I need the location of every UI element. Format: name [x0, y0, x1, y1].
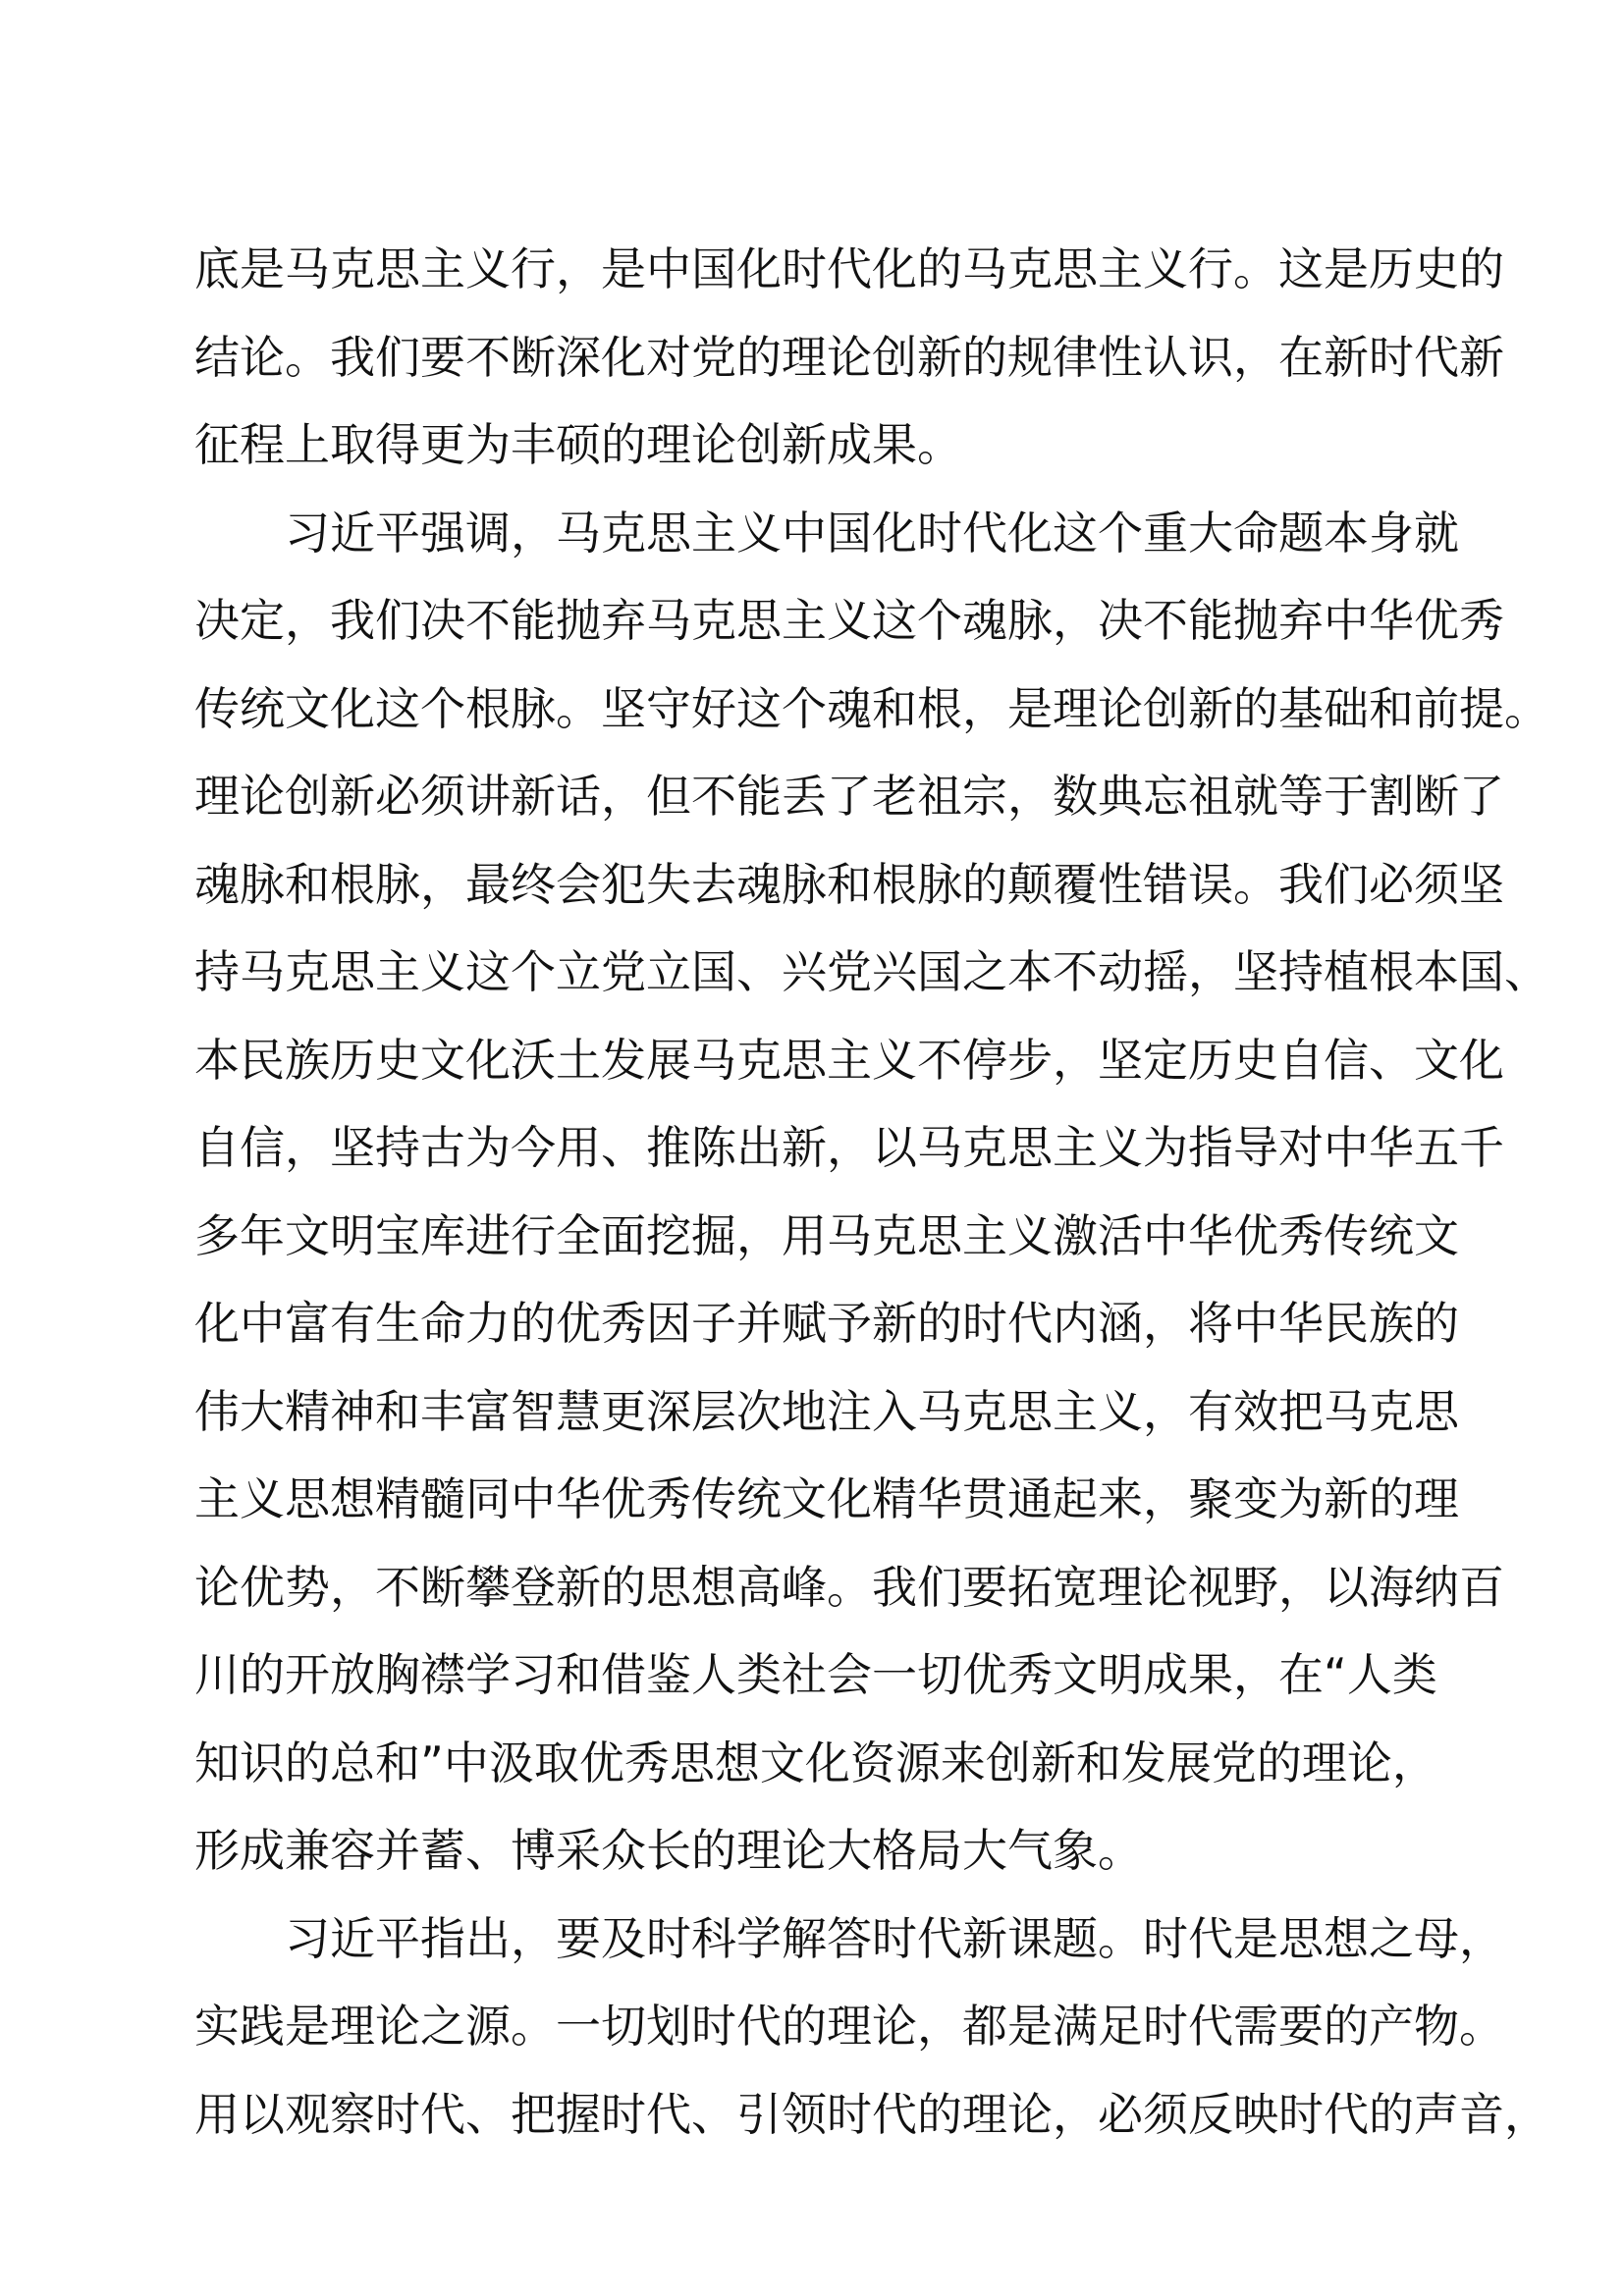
text-line: 结论。我们要不断深化对党的理论创新的规律性认识，在新时代新 — [194, 330, 1504, 384]
text-line: 自信，坚持古为今用、推陈出新，以马克思主义为指导对中华五千 — [194, 1121, 1504, 1174]
text-line: 伟大精神和丰富智慧更深层次地注入马克思主义，有效把马克思 — [194, 1384, 1459, 1438]
text-line: 理论创新必须讲新话，但不能丢了老祖宗，数典忘祖就等于割断了 — [194, 770, 1504, 823]
text-line: 本民族历史文化沃土发展马克思主义不停步，坚定历史自信、文化 — [194, 1033, 1504, 1087]
text-line: 多年文明宝库进行全面挖掘，用马克思主义激活中华优秀传统文 — [194, 1208, 1459, 1262]
body-text — [194, 226, 1549, 2159]
text-line: 化中富有生命力的优秀因子并赋予新的时代内涵，将中华民族的 — [194, 1297, 1459, 1350]
text-line: 决定，我们决不能抛弃马克思主义这个魂脉，决不能抛弃中华优秀 — [194, 594, 1504, 647]
text-line: 底是马克思主义行，是中国化时代化的马克思主义行。这是历史的 — [194, 242, 1504, 295]
text-line: 形成兼容并蓄、博采众长的理论大格局大气象。 — [194, 1824, 1143, 1877]
text-line: 魂脉和根脉，最终会犯失去魂脉和根脉的颠覆性错误。我们必须坚 — [194, 857, 1504, 911]
text-line: 知识的总和”中汲取优秀思想文化资源来创新和发展党的理论， — [194, 1735, 1437, 1789]
text-line: 论优势，不断攀登新的思想高峰。我们要拓宽理论视野，以海纳百 — [194, 1560, 1504, 1614]
text-line: 传统文化这个根脉。坚守好这个魂和根，是理论创新的基础和前提。 — [194, 681, 1549, 735]
text-line: 用以观察时代、把握时代、引领时代的理论，必须反映时代的声音， — [194, 2087, 1549, 2141]
text-line: 实践是理论之源。一切划时代的理论，都是满足时代需要的产物。 — [194, 2000, 1504, 2053]
text-line: 征程上取得更为丰硕的理论创新成果。 — [194, 418, 962, 471]
text-line: 持马克思主义这个立党立国、兴党兴国之本不动摇，坚持植根本国、 — [194, 945, 1549, 998]
text-line: 习近平强调，马克思主义中国化时代化这个重大命题本身就 — [285, 506, 1459, 560]
text-line: 主义思想精髓同中华优秀传统文化精华贯通起来，聚变为新的理 — [194, 1472, 1459, 1525]
text-line: 川的开放胸襟学习和借鉴人类社会一切优秀文明成果，在“人类 — [194, 1648, 1437, 1701]
text-line: 习近平指出，要及时科学解答时代新课题。时代是思想之母， — [285, 1911, 1504, 1965]
